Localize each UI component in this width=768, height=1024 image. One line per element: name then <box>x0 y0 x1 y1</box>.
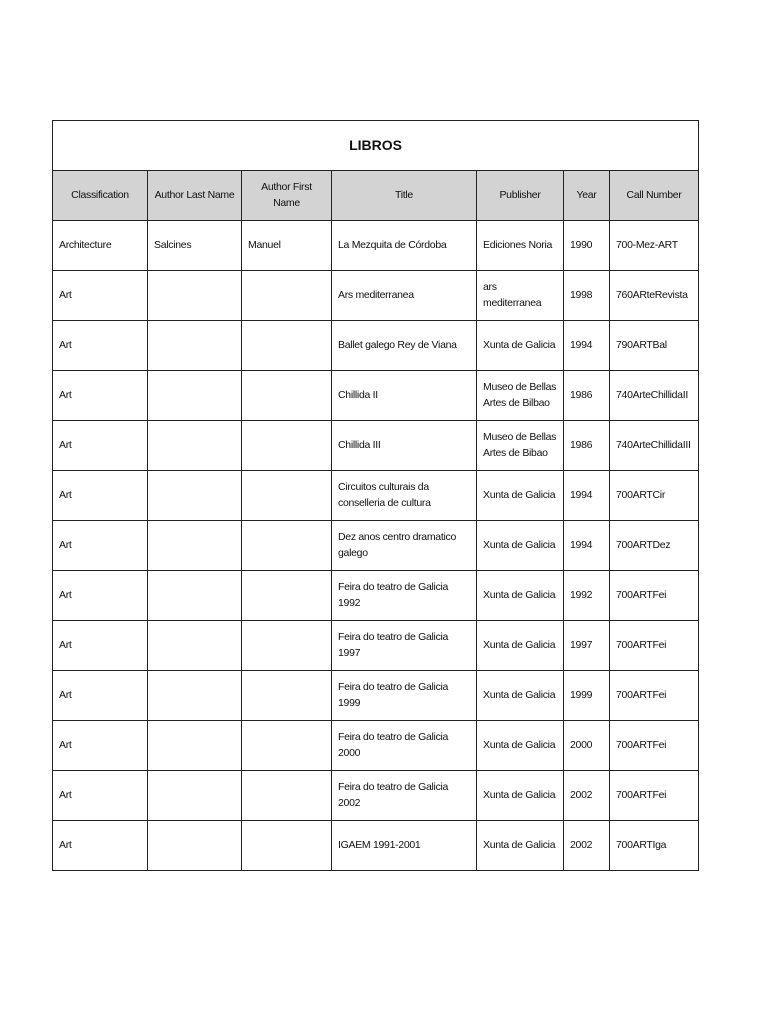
author-last-name-cell <box>148 571 242 621</box>
title-cell: Feira do teatro de Galicia 2000 <box>332 721 477 771</box>
table-row <box>53 671 699 721</box>
publisher-cell: Ediciones Noria <box>477 221 564 271</box>
call-number-cell: 700ARTFei <box>610 621 699 671</box>
classification-cell: Art <box>53 721 148 771</box>
call-number-cell: 760ARteRevista <box>610 271 699 321</box>
classification-cell: Art <box>53 571 148 621</box>
header-year: Year <box>564 171 610 221</box>
year-cell: 1994 <box>564 521 610 571</box>
year-cell: 1999 <box>564 671 610 721</box>
classification-cell: Art <box>53 621 148 671</box>
author-last-name-cell <box>148 321 242 371</box>
classification-cell: Art <box>53 771 148 821</box>
table-row <box>53 421 699 471</box>
classification-cell: Art <box>53 471 148 521</box>
table-row <box>53 271 699 321</box>
title-cell: Ballet galego Rey de Viana <box>332 321 477 371</box>
author-first-name-cell <box>242 271 332 321</box>
title-cell: IGAEM 1991-2001 <box>332 821 477 871</box>
year-cell: 1990 <box>564 221 610 271</box>
title-cell: Ars mediterranea <box>332 271 477 321</box>
table-row <box>53 571 699 621</box>
author-first-name-cell <box>242 471 332 521</box>
classification-cell: Architecture <box>53 221 148 271</box>
title-cell: Chillida III <box>332 421 477 471</box>
year-cell: 1994 <box>564 321 610 371</box>
year-cell: 1997 <box>564 621 610 671</box>
table-row <box>53 371 699 421</box>
publisher-cell: Xunta de Galicia <box>477 671 564 721</box>
author-first-name-cell: Manuel <box>242 221 332 271</box>
classification-cell: Art <box>53 521 148 571</box>
author-first-name-cell <box>242 821 332 871</box>
title-cell: Feira do teatro de Galicia 1997 <box>332 621 477 671</box>
author-last-name-cell <box>148 821 242 871</box>
year-cell: 1992 <box>564 571 610 621</box>
author-last-name-cell <box>148 271 242 321</box>
author-first-name-cell <box>242 771 332 821</box>
title-cell: Circuitos culturais da conselleria de cultura <box>332 471 477 521</box>
year-cell: 1998 <box>564 271 610 321</box>
table-row <box>53 771 699 821</box>
publisher-cell: Xunta de Galicia <box>477 321 564 371</box>
classification-cell: Art <box>53 821 148 871</box>
classification-cell: Art <box>53 271 148 321</box>
table-row <box>53 221 699 271</box>
author-first-name-cell <box>242 421 332 471</box>
table-row <box>53 321 699 371</box>
header-author-last-name: Author Last Name <box>148 171 242 221</box>
title-cell: La Mezquita de Córdoba <box>332 221 477 271</box>
publisher-cell: Xunta de Galicia <box>477 771 564 821</box>
libros-table <box>52 120 699 871</box>
call-number-cell: 700ARTDez <box>610 521 699 571</box>
table-row <box>53 621 699 671</box>
year-cell: 2002 <box>564 771 610 821</box>
classification-cell: Art <box>53 421 148 471</box>
call-number-cell: 700ARTFei <box>610 671 699 721</box>
call-number-cell: 700ARTFei <box>610 771 699 821</box>
table-row <box>53 821 699 871</box>
header-publisher: Publisher <box>477 171 564 221</box>
call-number-cell: 700ARTFei <box>610 721 699 771</box>
year-cell: 1986 <box>564 371 610 421</box>
classification-cell: Art <box>53 321 148 371</box>
title-cell: Feira do teatro de Galicia 1992 <box>332 571 477 621</box>
author-first-name-cell <box>242 321 332 371</box>
author-first-name-cell <box>242 571 332 621</box>
year-cell: 2002 <box>564 821 610 871</box>
year-cell: 1994 <box>564 471 610 521</box>
author-last-name-cell <box>148 721 242 771</box>
author-last-name-cell <box>148 671 242 721</box>
table-row <box>53 721 699 771</box>
call-number-cell: 700ARTFei <box>610 571 699 621</box>
title-cell: Feira do teatro de Galicia 1999 <box>332 671 477 721</box>
table-title: LIBROS <box>53 121 699 171</box>
publisher-cell: Xunta de Galicia <box>477 471 564 521</box>
author-last-name-cell <box>148 771 242 821</box>
classification-cell: Art <box>53 371 148 421</box>
year-cell: 2000 <box>564 721 610 771</box>
publisher-cell: Xunta de Galicia <box>477 521 564 571</box>
header-row <box>53 171 699 221</box>
header-call-number: Call Number <box>610 171 699 221</box>
call-number-cell: 700ARTIga <box>610 821 699 871</box>
publisher-cell: Museo de Bellas Artes de Bibao <box>477 421 564 471</box>
author-last-name-cell: Salcines <box>148 221 242 271</box>
header-author-first-name: Author First Name <box>242 171 332 221</box>
publisher-cell: Xunta de Galicia <box>477 721 564 771</box>
title-cell: Dez anos centro dramatico galego <box>332 521 477 571</box>
title-cell: Chillida II <box>332 371 477 421</box>
author-last-name-cell <box>148 471 242 521</box>
author-last-name-cell <box>148 521 242 571</box>
header-classification: Classification <box>53 171 148 221</box>
publisher-cell: Xunta de Galicia <box>477 571 564 621</box>
publisher-cell: Xunta de Galicia <box>477 821 564 871</box>
publisher-cell: Museo de Bellas Artes de Bilbao <box>477 371 564 421</box>
table-row <box>53 521 699 571</box>
header-title: Title <box>332 171 477 221</box>
call-number-cell: 700ARTCir <box>610 471 699 521</box>
table-body <box>53 221 699 871</box>
author-last-name-cell <box>148 421 242 471</box>
year-cell: 1986 <box>564 421 610 471</box>
author-last-name-cell <box>148 621 242 671</box>
author-first-name-cell <box>242 621 332 671</box>
author-first-name-cell <box>242 521 332 571</box>
call-number-cell: 790ARTBal <box>610 321 699 371</box>
call-number-cell: 740ArteChillidaIII <box>610 421 699 471</box>
call-number-cell: 700-Mez-ART <box>610 221 699 271</box>
author-first-name-cell <box>242 671 332 721</box>
author-first-name-cell <box>242 371 332 421</box>
publisher-cell: ars mediterranea <box>477 271 564 321</box>
spreadsheet-page <box>52 120 698 871</box>
publisher-cell: Xunta de Galicia <box>477 621 564 671</box>
classification-cell: Art <box>53 671 148 721</box>
title-cell: Feira do teatro de Galicia 2002 <box>332 771 477 821</box>
call-number-cell: 740ArteChillidaII <box>610 371 699 421</box>
table-row <box>53 471 699 521</box>
author-first-name-cell <box>242 721 332 771</box>
author-last-name-cell <box>148 371 242 421</box>
